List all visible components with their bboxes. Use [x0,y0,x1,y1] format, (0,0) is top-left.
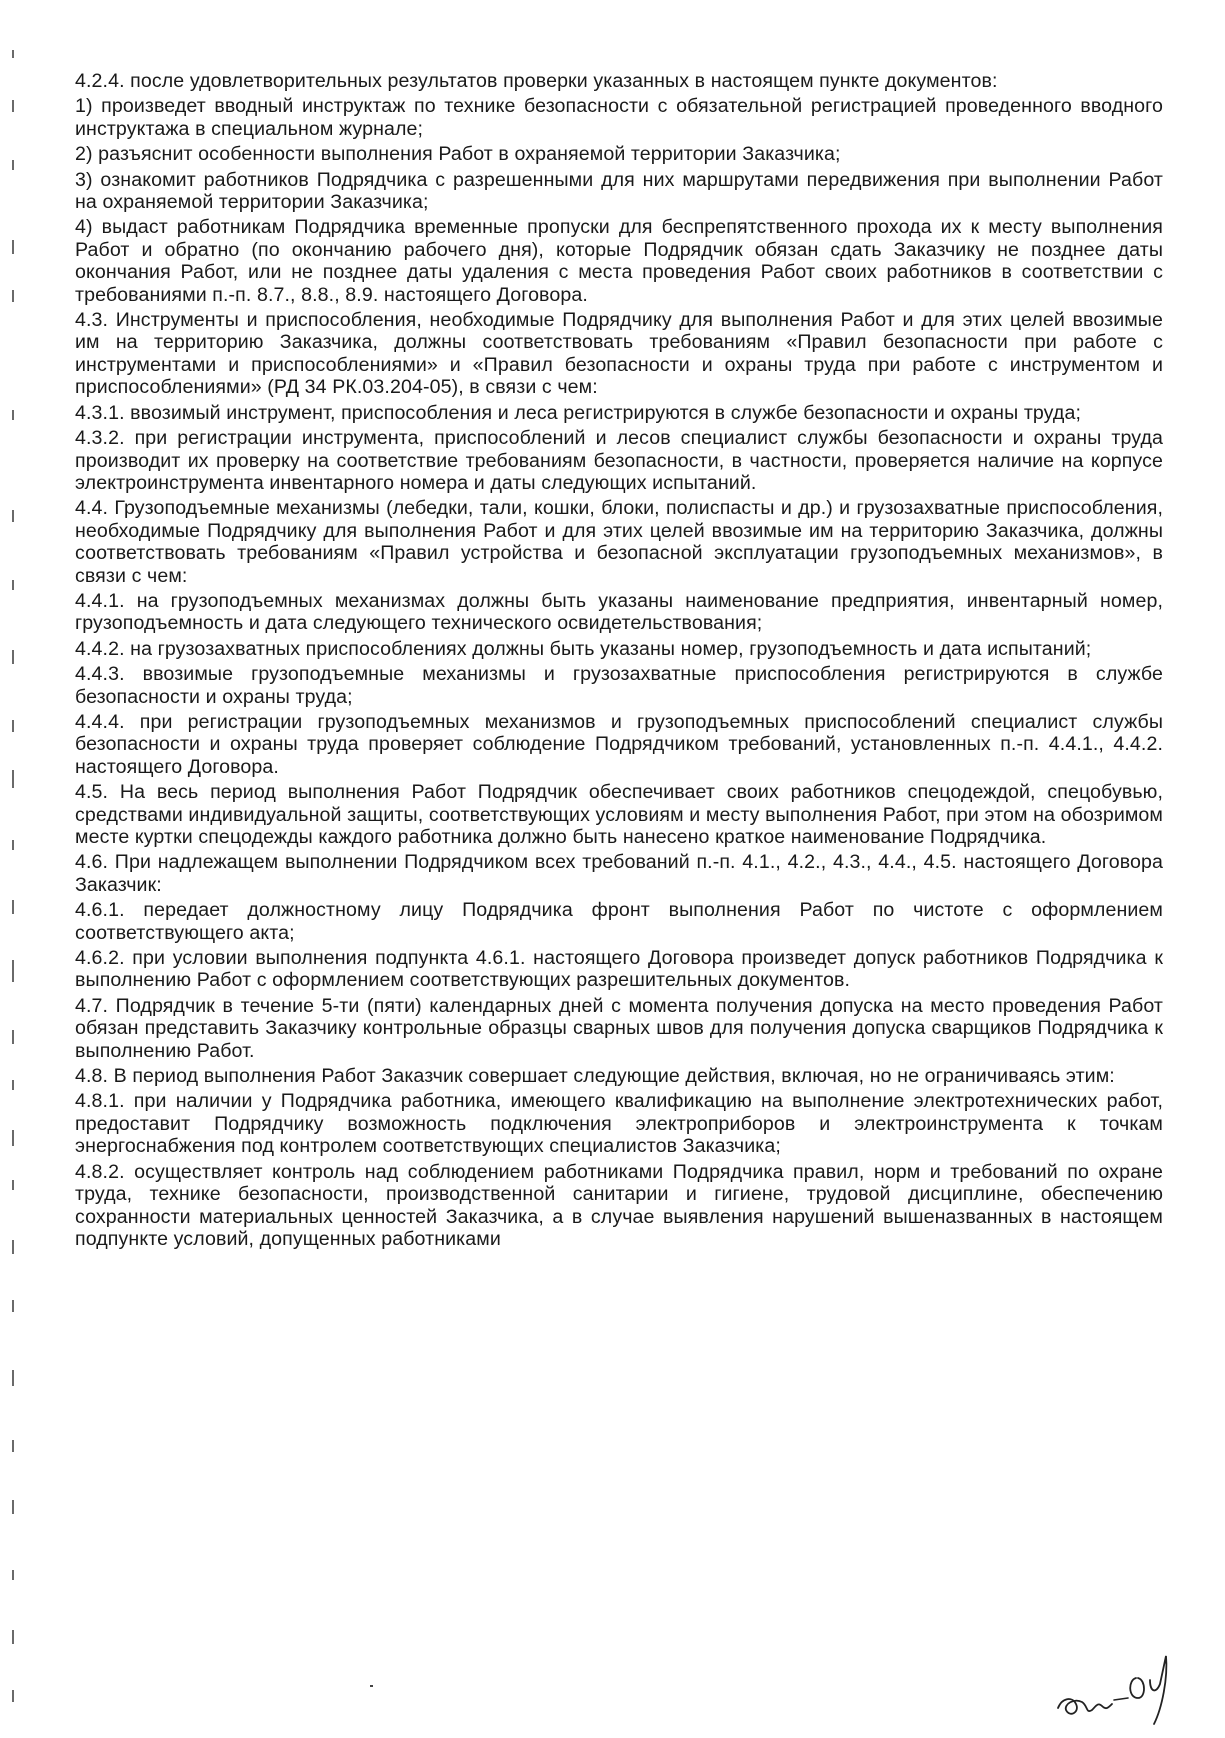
margin-tick [12,290,14,302]
clause-4-4-1: 4.4.1. на грузоподъемных механизмах должны быть указаны наименование предприятия, инвентарный номер, грузоподъемность и дата следующего технического освидетельствования; [75,589,1163,635]
margin-tick [12,580,14,590]
margin-tick [12,160,14,170]
clause-4-6-2: 4.6.2. при условии выполнения подпункта 4.6.1. настоящего Договора произведет допуск работников Подрядчика к выполнению Работ с оформлением соответствующих разрешительных документов. [75,947,1163,992]
clause-4-2-4-item-2: 2) разъяснит особенности выполнения Работ в охраняемой территории Заказчика; [75,143,841,166]
clause-4-4-3: 4.4.3. ввозимые грузоподъемные механизмы и грузозахватные приспособления регистрируются в службе безопасности и охраны труда; [75,663,1163,708]
document-body [75,70,1163,1253]
margin-tick [12,1500,14,1514]
margin-tick [12,650,14,664]
margin-tick [12,50,14,58]
margin-tick [12,100,14,112]
clause-4-6-1: 4.6.1. передает должностному лицу Подрядчика фронт выполнения Работ по чистоте с оформлением соответствующего акта; [75,899,1163,944]
margin-tick [12,1370,14,1386]
clause-4-2-4-item-4: 4) выдаст работникам Подрядчика временные пропуски для беспрепятственного прохода их к месту выполнения Работ и обратно (по окончанию рабочего дня), которые Подрядчик обязан сдать Заказчику не позднее даты окончания Работ, или не позднее даты удаления с места проведения Работ своих работников в соответствии с требованиями п.-п. 8.7., 8.8., 8.9. настоящего Договора. [75,216,1163,306]
margin-tick [12,840,14,850]
margin-tick [12,900,14,914]
margin-tick [12,1180,14,1190]
margin-tick [12,1440,14,1452]
margin-tick [12,1240,14,1254]
clause-4-5: 4.5. На весь период выполнения Работ Подрядчик обеспечивает своих работников спецодеждой, спецобувью, средствами индивидуальной защиты, соответствующих условиям и месту выполнения Работ, при этом на обозримом месте куртки спецодежды каждого работника должно быть нанесено краткое наименование Подрядчика. [75,781,1163,848]
handwritten-signature [1050,1648,1180,1728]
margin-tick [12,1690,14,1702]
clause-4-8: 4.8. В период выполнения Работ Заказчик совершает следующие действия, включая, но не ограничиваясь этим: [75,1065,1115,1088]
binding-margin-marks [12,40,16,1720]
margin-tick [12,1630,14,1644]
clause-4-7: 4.7. Подрядчик в течение 5-ти (пяти) календарных дней с момента получения допуска на место проведения Работ обязан представить Заказчику контрольные образцы сварных швов для получения допуска сварщиков Подрядчика к выполнению Работ. [75,994,1163,1062]
margin-tick [12,410,14,420]
margin-tick [12,1570,14,1580]
margin-tick [12,720,14,732]
clause-4-2-4-item-1: 1) произведет вводный инструктаж по технике безопасности с обязательной регистрацией проведенного вводного инструктажа в специальном журнале; [75,95,1163,140]
margin-tick [12,1130,14,1146]
margin-tick [12,1300,14,1312]
clause-4-2-4-item-3: 3) ознакомит работников Подрядчика с разрешенными для них маршрутами передвижения при выполнении Работ на охраняемой территории Заказчика; [75,168,1163,214]
margin-tick [12,770,14,788]
margin-tick [12,240,14,254]
clause-4-3-1: 4.3.1. ввозимый инструмент, приспособления и леса регистрируются в службе безопасности и охраны труда; [75,401,1081,424]
margin-tick [12,960,14,982]
clause-4-2-4: 4.2.4. после удовлетворительных результатов проверки указанных в настоящем пункте документов: [75,70,998,92]
scan-speck [370,1685,373,1687]
clause-4-4-2: 4.4.2. на грузозахватных приспособлениях должны быть указаны номер, грузоподъемность и дата испытаний; [75,637,1092,660]
clause-4-4: 4.4. Грузоподъемные механизмы (лебедки, тали, кошки, блоки, полиспасты и др.) и грузозахватные приспособления, необходимые Подрядчику для выполнения Работ и для этих целей ввозимые им на территорию Заказчика, должны соответствовать требованиям «Правил устройства и безопасной эксплуатации грузоподъемных механизмов», в связи с чем: [75,497,1163,587]
margin-tick [12,1030,14,1044]
clause-4-3: 4.3. Инструменты и приспособления, необходимые Подрядчику для выполнения Работ и для этих целей ввозимые им на территорию Заказчика, должны соответствовать требованиям «Правил безопасности при работе с инструментами и приспособлениями» и «Правил безопасности и охраны труда при работе с инструментом и приспособлениями» (РД 34 РК.03.204-05), в связи с чем: [75,309,1163,399]
margin-tick [12,1080,14,1090]
clause-4-3-2: 4.3.2. при регистрации инструмента, приспособлений и лесов специалист службы безопасности и охраны труда производит их проверку на соответствие требованиям безопасности, в частности, проверяется наличие на корпусе электроинструмента инвентарного номера и даты следующих испытаний. [75,427,1163,494]
clause-4-4-4: 4.4.4. при регистрации грузоподъемных механизмов и грузоподъемных приспособлений специалист службы безопасности и охраны труда проверяет соблюдение Подрядчиком требований, установленных п.-п. 4.4.1., 4.4.2. настоящего Договора. [75,710,1163,778]
clause-4-6: 4.6. При надлежащем выполнении Подрядчиком всех требований п.-п. 4.1., 4.2., 4.3., 4.4., 4.5. настоящего Договора Заказчик: [75,851,1163,896]
margin-tick [12,510,14,522]
clause-4-8-2: 4.8.2. осуществляет контроль над соблюдением работниками Подрядчика правил, норм и требований по охране труда, технике безопасности, производственной санитарии и гигиене, трудовой дисциплине, обеспечению сохранности материальных ценностей Заказчика, а в случае выявления нарушений вышеназванных в настоящем подпункте условий, допущенных работниками [75,1160,1163,1250]
clause-4-8-1: 4.8.1. при наличии у Подрядчика работника, имеющего квалификацию на выполнение электротехнических работ, предоставит Подрядчику возможность подключения электроприборов и электроинструмента к точкам энергоснабжения под контролем соответствующих специалистов Заказчика; [75,1090,1163,1158]
